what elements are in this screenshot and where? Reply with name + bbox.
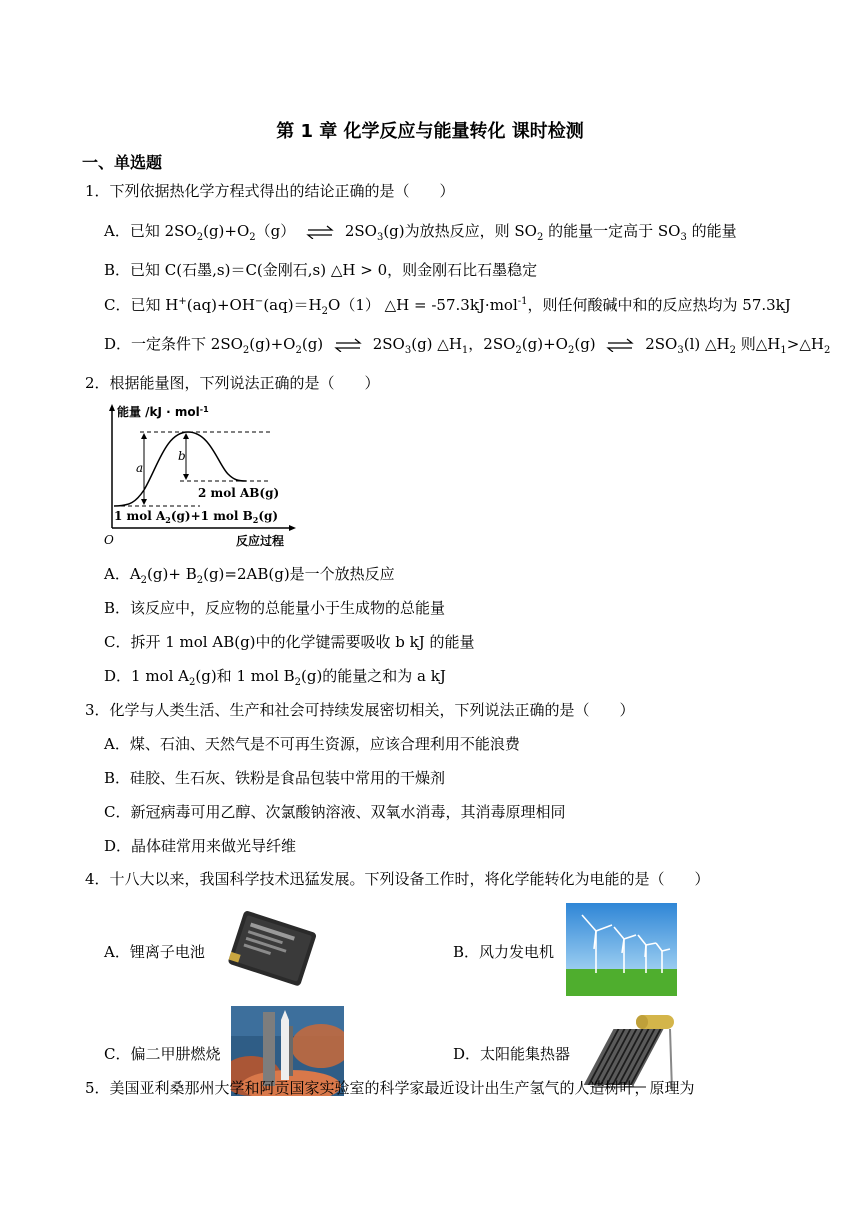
lithium-battery-image	[220, 908, 322, 990]
question-1-stem: 1．下列依据热化学方程式得出的结论正确的是（ ）	[85, 182, 455, 200]
question-3-option-a: A．煤、石油、天然气是不可再生资源，应该合理利用不能浪费	[104, 735, 520, 753]
product-label: 2 mol AB(g)	[198, 486, 280, 500]
question-4-stem: 4．十八大以来，我国科学技术迅猛发展。下列设备工作时，将化学能转化为电能的是（ ）	[85, 870, 710, 888]
x-axis-label: 反应过程	[236, 534, 285, 548]
x-axis-arrow-icon	[289, 525, 296, 531]
wind-turbine-image	[566, 903, 677, 996]
reactant-label: 1 mol $A_2(g)+1$ mol $B_2(g)$	[114, 509, 279, 525]
question-5-stem: 5．美国亚利桑那州大学和阿贡国家实验室的科学家最近设计出生产氢气的人造树叶，原理为	[85, 1079, 695, 1097]
a-label: a	[136, 461, 144, 475]
question-1-option-a: A．已知 $2SO_2(g)+O_2(g)$ $2SO_3(g)$为放热反应，则 $SO_2$ 的能量一定高于 $SO_3$ 的能量	[104, 222, 737, 243]
question-3-option-c: C．新冠病毒可用乙醇、次氯酸钠溶液、双氧水消毒，其消毒原理相同	[104, 803, 566, 821]
equilibrium-arrow-icon	[306, 225, 334, 239]
question-1-option-c: C．已知 $H^+(aq)+OH^-(aq)=H_2O(1)$ △H = -57.3kJ·mol$^{-1}$，则任何酸碱中和的反应热均为 57.3kJ	[104, 296, 791, 317]
question-4-option-b: B．风力发电机	[453, 943, 555, 961]
b-arrow-top-icon	[183, 433, 189, 439]
b-arrow-bottom-icon	[183, 474, 189, 480]
question-2-stem: 2．根据能量图，下列说法正确的是（ ）	[85, 374, 380, 392]
b-label: b	[178, 449, 186, 463]
question-1-option-d: D．一定条件下 $2SO_2(g)+O_2(g)$ $2SO_3(g)$ $\triangle H_1$，$2SO_2(g)+O_2(g)$ $2SO_3(l)$ $\triangle H_2$ 则$\triangle H_1>\triangle H_2$	[104, 335, 831, 356]
question-4-option-a: A．锂离子电池	[104, 943, 205, 961]
question-4-option-c: C．偏二甲肼燃烧	[104, 1045, 221, 1063]
question-3-stem: 3．化学与人类生活、生产和社会可持续发展密切相关，下列说法正确的是（ ）	[85, 701, 635, 719]
page-title: 第 1 章 化学反应与能量转化 课时检测	[276, 121, 584, 142]
section-heading: 一、单选题	[82, 153, 163, 172]
origin-label: O	[104, 533, 114, 547]
question-4-option-d: D．太阳能集热器	[453, 1045, 571, 1063]
y-axis-arrow-icon	[109, 404, 115, 411]
question-2-option-a: A．$A_2(g)+ B_2(g)=2AB(g)$是一个放热反应	[104, 565, 395, 586]
a-arrow-bottom-icon	[141, 499, 147, 505]
question-1-option-b: B．已知 C(石墨,s)＝C(金刚石,s) △H > 0，则金刚石比石墨稳定	[104, 261, 538, 279]
question-2-option-d: D．1 mol $A_2(g)$和 1 mol $B_2(g)$的能量之和为 a kJ	[104, 667, 446, 688]
equilibrium-arrow-icon	[334, 338, 362, 352]
energy-diagram	[100, 402, 300, 552]
question-2-option-c: C．拆开 1 mol AB(g)中的化学键需要吸收 b kJ 的能量	[104, 633, 475, 651]
question-2-option-b: B．该反应中，反应物的总能量小于生成物的总能量	[104, 599, 446, 617]
question-3-option-b: B．硅胶、生石灰、铁粉是食品包装中常用的干燥剂	[104, 769, 446, 787]
y-axis-label: 能量 /kJ · mol$^{-1}$	[117, 405, 209, 419]
equilibrium-arrow-icon	[606, 338, 634, 352]
a-arrow-top-icon	[141, 433, 147, 439]
question-3-option-d: D．晶体硅常用来做光导纤维	[104, 837, 297, 855]
